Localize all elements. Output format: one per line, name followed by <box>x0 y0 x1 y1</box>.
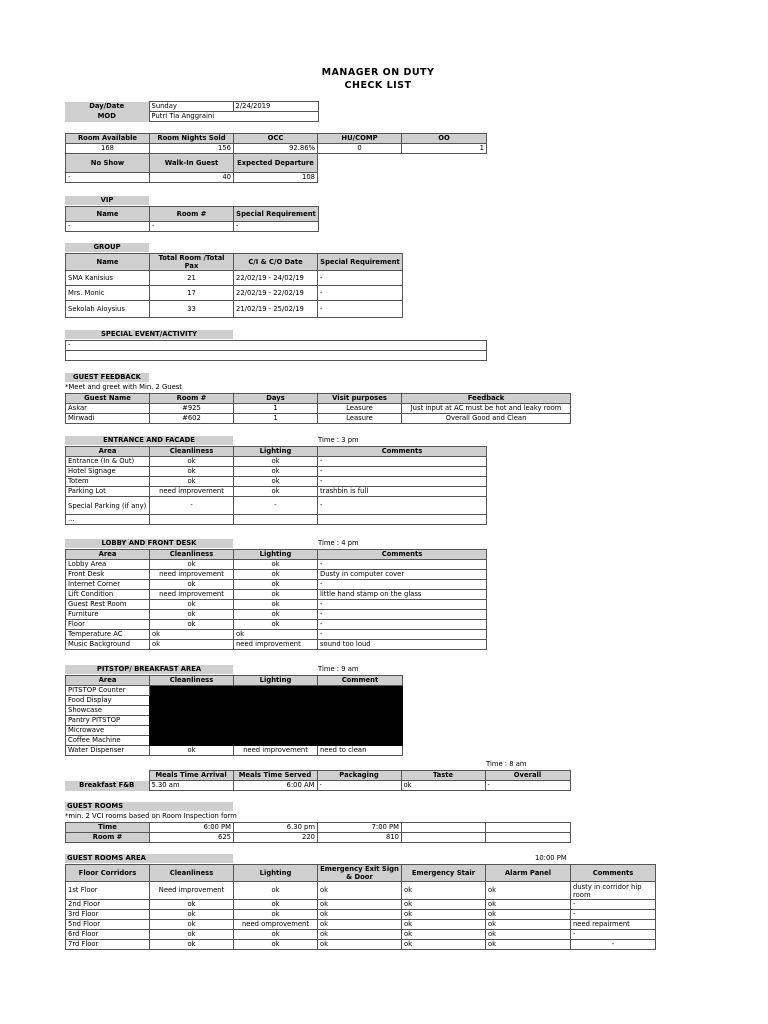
no-show-label: No Show <box>66 154 150 173</box>
gra-cell: ok <box>150 940 234 950</box>
lobby-cell: Lobby Area <box>66 560 150 570</box>
group-cell: 17 <box>150 286 234 301</box>
pitstop-area: Coffee Machine <box>66 736 150 746</box>
gra-cell: ok <box>486 920 571 930</box>
lobby-cell: need improvement <box>150 570 234 580</box>
feedback-header: Guest Name <box>66 394 150 404</box>
group-header-special: Special Requirement <box>318 254 403 271</box>
breakfast-time: Time : 8 am <box>486 760 527 768</box>
entrance-cell: - <box>150 497 234 515</box>
header-table <box>65 101 319 122</box>
lobby-time: Time : 4 pm <box>318 539 359 547</box>
guest-rooms-table <box>65 822 571 843</box>
guest-rooms-area-title: GUEST ROOMS AREA <box>65 854 233 863</box>
occ-value: 92.86% <box>234 144 318 154</box>
breakfast-cell: ok <box>401 781 485 791</box>
lobby-cell: little hand stamp on the glass <box>318 590 487 600</box>
lobby-cell: ok <box>150 630 234 640</box>
group-cell: 22/02/19 - 22/02/19 <box>234 286 318 301</box>
gra-cell: 2nd Floor <box>66 900 150 910</box>
gra-cell: ok <box>402 900 486 910</box>
lobby-cell: ok <box>150 580 234 590</box>
guest-rooms-room-label: Room # <box>66 833 150 843</box>
guest-feedback-note: *Meet and greet with Min. 2 Guest <box>65 383 182 391</box>
lobby-cell: ok <box>234 610 318 620</box>
feedback-cell: 1 <box>234 414 318 424</box>
group-cell: Mrs. Monic <box>66 286 150 301</box>
feedback-header: Room # <box>150 394 234 404</box>
special-event-value: - <box>66 341 487 351</box>
pitstop-water-cell: need improvement <box>234 746 318 756</box>
no-show-value: - <box>66 173 150 183</box>
gra-cell: ok <box>402 910 486 920</box>
breakfast-table <box>65 770 571 791</box>
guest-rooms-area-time: 10:00 PM <box>535 854 567 862</box>
lobby-cell: Front Desk <box>66 570 150 580</box>
room-available-value: 168 <box>66 144 150 154</box>
gra-cell: dusty in corridor hip room <box>571 882 656 900</box>
entrance-cell: ok <box>234 457 318 467</box>
gra-header: Cleanliness <box>150 865 234 882</box>
guest-rooms-time: 7:00 PM <box>318 823 402 833</box>
lobby-cell: - <box>318 610 487 620</box>
group-header-total: Total Room /Total Pax <box>150 254 234 271</box>
pitstop-title: PITSTOP/ BREAKFAST AREA <box>65 665 233 674</box>
entrance-cell: - <box>318 477 487 487</box>
lobby-cell: need improvement <box>234 640 318 650</box>
gra-cell: - <box>571 930 656 940</box>
pitstop-area: Food Display <box>66 696 150 706</box>
gra-cell: 3rd Floor <box>66 910 150 920</box>
gra-cell: ok <box>486 882 571 900</box>
vip-special: - <box>234 222 319 232</box>
pitstop-water-cell: ok <box>150 746 234 756</box>
feedback-cell: Just input at AC must be hot and leaky room <box>402 404 571 414</box>
breakfast-label: Breakfast F&B <box>65 781 149 791</box>
gra-cell: 6rd Floor <box>66 930 150 940</box>
gra-cell: ok <box>150 900 234 910</box>
pitstop-header: Lighting <box>234 676 318 686</box>
feedback-cell: Leasure <box>318 404 402 414</box>
lobby-header: Cleanliness <box>150 550 234 560</box>
feedback-header: Visit purposes <box>318 394 402 404</box>
lobby-cell: Lift Condition <box>66 590 150 600</box>
pitstop-time: Time : 9 am <box>318 665 359 673</box>
date-value: 2/24/2019 <box>233 102 318 112</box>
vip-table <box>65 206 319 232</box>
lobby-cell: - <box>318 600 487 610</box>
entrance-cell: Special Parking (if any) <box>66 497 150 515</box>
guest-feedback-title: GUEST FEEDBACK <box>65 373 149 382</box>
gra-cell: ok <box>318 882 402 900</box>
walk-in-label: Walk-In Guest <box>150 154 234 173</box>
page-subtitle: CHECK LIST <box>344 80 412 91</box>
lobby-cell: ok <box>234 630 318 640</box>
entrance-cell: ok <box>150 457 234 467</box>
gra-cell: 5nd Floor <box>66 920 150 930</box>
gra-cell: Need improvement <box>150 882 234 900</box>
entrance-cell: ok <box>234 487 318 497</box>
gra-cell: ok <box>318 910 402 920</box>
guest-rooms-room: 810 <box>318 833 402 843</box>
gra-cell: 7rd Floor <box>66 940 150 950</box>
gra-cell: ok <box>150 920 234 930</box>
entrance-cell <box>234 515 318 525</box>
gra-cell: ok <box>150 930 234 940</box>
entrance-cell: ok <box>150 467 234 477</box>
group-cell: 21 <box>150 271 234 286</box>
room-available-label: Room Available <box>66 134 150 144</box>
feedback-cell: #925 <box>150 404 234 414</box>
feedback-cell: Askar <box>66 404 150 414</box>
gra-cell: ok <box>234 910 318 920</box>
group-cell: - <box>318 286 403 301</box>
vip-header-room: Room # <box>150 207 234 222</box>
entrance-cell <box>318 515 487 525</box>
lobby-cell: Temperature AC <box>66 630 150 640</box>
gra-cell: ok <box>318 900 402 910</box>
pitstop-area: PITSTOP Counter <box>66 686 150 696</box>
gra-cell: ok <box>150 910 234 920</box>
lobby-cell: Floor <box>66 620 150 630</box>
lobby-cell: ok <box>150 640 234 650</box>
lobby-cell: - <box>318 560 487 570</box>
group-cell: 22/02/19 - 24/02/19 <box>234 271 318 286</box>
gra-cell: - <box>571 940 656 950</box>
guest-rooms-room: 220 <box>234 833 318 843</box>
lobby-cell: Music Background <box>66 640 150 650</box>
group-cell: SMA Kanisius <box>66 271 150 286</box>
vip-section-title: VIP <box>65 196 149 205</box>
hu-comp-value: 0 <box>318 144 402 154</box>
breakfast-cell: - <box>317 781 401 791</box>
gra-header: Emergency Stair <box>402 865 486 882</box>
redacted-block <box>150 686 403 746</box>
room-nights-sold-value: 156 <box>150 144 234 154</box>
lobby-cell: Internet Corner <box>66 580 150 590</box>
entrance-cell: ok <box>150 477 234 487</box>
gra-cell: ok <box>234 940 318 950</box>
mod-label: MOD <box>65 112 149 122</box>
lobby-header: Area <box>66 550 150 560</box>
special-event-table <box>65 340 487 361</box>
feedback-header: Feedback <box>402 394 571 404</box>
pitstop-header: Cleanliness <box>150 676 234 686</box>
entrance-header: Area <box>66 447 150 457</box>
vip-room: - <box>150 222 234 232</box>
group-cell: - <box>318 271 403 286</box>
gra-cell: ok <box>234 930 318 940</box>
special-event-title: SPECIAL EVENT/ACTIVITY <box>65 330 233 339</box>
gra-cell: ok <box>234 900 318 910</box>
guest-feedback-table <box>65 393 571 424</box>
lobby-cell: Furniture <box>66 610 150 620</box>
gra-header: Alarm Panel <box>486 865 571 882</box>
entrance-cell: - <box>234 497 318 515</box>
day-value: Sunday <box>149 102 233 112</box>
gra-header: Emergency Exit Sign & Door <box>318 865 402 882</box>
walk-in-value: 40 <box>150 173 234 183</box>
pitstop-header: Comment <box>318 676 403 686</box>
guest-rooms-time: 6.30 pm <box>234 823 318 833</box>
hu-comp-label: HU/COMP <box>318 134 402 144</box>
occ-label: OCC <box>234 134 318 144</box>
oo-value: 1 <box>402 144 487 154</box>
lobby-cell: ok <box>150 610 234 620</box>
lobby-cell: ok <box>150 560 234 570</box>
breakfast-cell: 6:00 AM <box>233 781 317 791</box>
feedback-header: Days <box>234 394 318 404</box>
guest-rooms-note: *min. 2 VCI rooms based on Room Inspection form <box>65 812 237 820</box>
gra-cell: ok <box>402 940 486 950</box>
breakfast-cell: 5.30 am <box>149 781 233 791</box>
group-cell: - <box>318 301 403 318</box>
lobby-cell: ok <box>234 560 318 570</box>
guest-rooms-time-label: Time <box>66 823 150 833</box>
breakfast-header: Meals Time Served <box>233 771 317 781</box>
gra-cell: ok <box>486 940 571 950</box>
entrance-cell: need improvement <box>150 487 234 497</box>
day-date-label: Day/Date <box>65 102 149 112</box>
entrance-title: ENTRANCE AND FACADE <box>65 436 233 445</box>
lobby-table <box>65 549 487 650</box>
lobby-header: Comments <box>318 550 487 560</box>
stats-table <box>65 133 487 183</box>
feedback-cell: 1 <box>234 404 318 414</box>
entrance-cell: Hotel Signage <box>66 467 150 477</box>
guest-rooms-time: 6:00 PM <box>150 823 234 833</box>
pitstop-area: Pantry PITSTOP <box>66 716 150 726</box>
entrance-time: Time : 3 pm <box>318 436 359 444</box>
gra-cell: ok <box>234 882 318 900</box>
gra-header: Lighting <box>234 865 318 882</box>
mod-value: Putri Tia Anggraini <box>149 112 318 122</box>
oo-label: OO <box>402 134 487 144</box>
vip-header-special: Special Requirement <box>234 207 319 222</box>
group-table <box>65 253 403 318</box>
lobby-cell: ok <box>234 590 318 600</box>
gra-cell: ok <box>486 930 571 940</box>
guest-rooms-area-table <box>65 864 656 950</box>
entrance-cell: ok <box>234 467 318 477</box>
pitstop-table <box>65 675 403 756</box>
lobby-cell: Dusty in computer cover <box>318 570 487 580</box>
feedback-cell: Overall Good and Clean <box>402 414 571 424</box>
breakfast-header: Meals Time Arrival <box>149 771 233 781</box>
gra-cell: ok <box>318 930 402 940</box>
gra-cell: ok <box>318 940 402 950</box>
gra-cell: - <box>571 910 656 920</box>
entrance-cell: - <box>318 497 487 515</box>
lobby-cell: ok <box>234 620 318 630</box>
lobby-cell: Guest Rest Room <box>66 600 150 610</box>
gra-cell: ok <box>486 910 571 920</box>
expected-departure-value: 108 <box>234 173 318 183</box>
vip-header-name: Name <box>66 207 150 222</box>
breakfast-header: Overall <box>485 771 570 781</box>
lobby-cell: ok <box>150 600 234 610</box>
gra-cell: ok <box>318 920 402 930</box>
gra-cell: ok <box>486 900 571 910</box>
gra-cell: ok <box>402 882 486 900</box>
entrance-cell: trashbin is full <box>318 487 487 497</box>
entrance-cell: Totem <box>66 477 150 487</box>
entrance-header: Lighting <box>234 447 318 457</box>
group-header-date: C/I & C/O Date <box>234 254 318 271</box>
pitstop-header: Area <box>66 676 150 686</box>
feedback-cell: Leasure <box>318 414 402 424</box>
breakfast-cell: - <box>485 781 570 791</box>
feedback-cell: #602 <box>150 414 234 424</box>
entrance-header: Cleanliness <box>150 447 234 457</box>
group-section-title: GROUP <box>65 243 149 252</box>
group-header-name: Name <box>66 254 150 271</box>
group-cell: 33 <box>150 301 234 318</box>
guest-rooms-title: GUEST ROOMS <box>65 802 233 811</box>
gra-cell: - <box>571 900 656 910</box>
lobby-cell: ok <box>234 570 318 580</box>
entrance-cell: - <box>318 457 487 467</box>
group-cell: Sekolah Aloysius <box>66 301 150 318</box>
gra-cell: need repairment <box>571 920 656 930</box>
gra-cell: 1st Floor <box>66 882 150 900</box>
entrance-cell: - <box>318 467 487 477</box>
lobby-cell: - <box>318 620 487 630</box>
breakfast-header: Taste <box>401 771 485 781</box>
guest-rooms-room: 625 <box>150 833 234 843</box>
entrance-table <box>65 446 487 525</box>
lobby-title: LOBBY AND FRONT DESK <box>65 539 233 548</box>
lobby-header: Lighting <box>234 550 318 560</box>
gra-header: Floor Corridors <box>66 865 150 882</box>
pitstop-water-cell: need to clean <box>318 746 403 756</box>
breakfast-header: Packaging <box>317 771 401 781</box>
gra-cell: ok <box>402 920 486 930</box>
feedback-cell: Mirwadi <box>66 414 150 424</box>
pitstop-water-cell: Water Dispenser <box>66 746 150 756</box>
entrance-cell <box>150 515 234 525</box>
pitstop-area: Microwave <box>66 726 150 736</box>
entrance-cell: ... <box>66 515 150 525</box>
entrance-header: Comments <box>318 447 487 457</box>
lobby-cell: need improvement <box>150 590 234 600</box>
lobby-cell: ok <box>150 620 234 630</box>
room-nights-sold-label: Room Nights Sold <box>150 134 234 144</box>
lobby-cell: - <box>318 630 487 640</box>
entrance-cell: Entrance (In & Out) <box>66 457 150 467</box>
expected-departure-label: Expected Departure <box>234 154 318 173</box>
lobby-cell: - <box>318 580 487 590</box>
page-title: MANAGER ON DUTY <box>321 67 435 78</box>
group-cell: 21/02/19 - 25/02/19 <box>234 301 318 318</box>
lobby-cell: sound too loud <box>318 640 487 650</box>
vip-name: - <box>66 222 150 232</box>
gra-cell: ok <box>402 930 486 940</box>
lobby-cell: ok <box>234 580 318 590</box>
gra-cell: need omprovement <box>234 920 318 930</box>
entrance-cell: ok <box>234 477 318 487</box>
lobby-cell: ok <box>234 600 318 610</box>
entrance-cell: Parking Lot <box>66 487 150 497</box>
pitstop-area: Showcase <box>66 706 150 716</box>
gra-header: Comments <box>571 865 656 882</box>
